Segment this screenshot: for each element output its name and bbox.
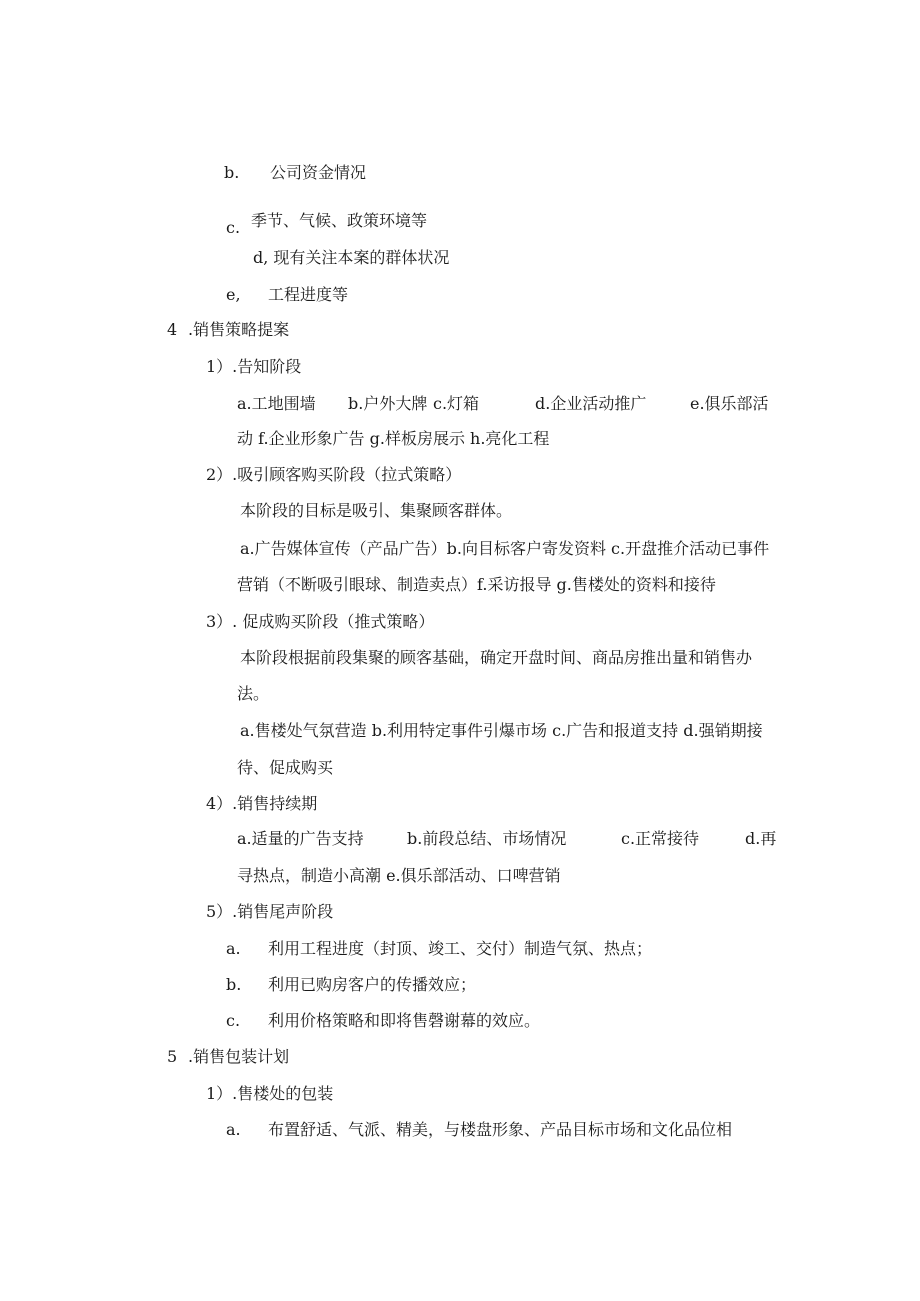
phase-3-desc-2: 法。 (237, 684, 270, 703)
phase-5-item-c-text: 利用价格策略和即将售磬谢幕的效应。 (268, 1011, 541, 1030)
phase-5-item-a-text: 利用工程进度（封顶、竣工、交付）制造气氛、热点； (268, 939, 653, 958)
phase-4-continuation: 寻热点，制造小高潮 e.俱乐部活动、口啤营销 (237, 866, 561, 885)
phase-4-item-d: d.再 (745, 829, 777, 848)
item-b-text: 公司资金情况 (270, 163, 367, 182)
phase-5-item-a-marker: a. (226, 939, 241, 958)
section-5-title: .销售包装计划 (188, 1047, 290, 1066)
packaging-1-title: 1）.售楼处的包装 (206, 1084, 334, 1103)
phase-3-line-2: 待、促成购买 (237, 758, 334, 777)
phase-4-item-c: c.正常接待 (621, 829, 700, 848)
phase-5-item-c-marker: c. (226, 1011, 241, 1030)
phase-1-continuation: 动 f.企业形象广告 g.样板房展示 h.亮化工程 (237, 429, 550, 448)
packaging-1-item-a-marker: a. (226, 1120, 241, 1139)
phase-1-item-a: a.工地围墙 (237, 394, 316, 413)
phase-5-item-b-text: 利用已购房客户的传播效应； (268, 975, 477, 994)
phase-1-item-d: d.企业活动推广 (535, 394, 647, 413)
phase-5-item-b-marker: b. (226, 975, 242, 994)
section-4-number: 4 (167, 320, 178, 339)
phase-4-item-a: a.适量的广告支持 (237, 829, 364, 848)
phase-3-title: 3）. 促成购买阶段（推式策略） (206, 612, 435, 631)
phase-2-line-1: a.广告媒体宣传（产品广告）b.向目标客户寄发资料 c.开盘推介活动已事件 (240, 539, 770, 558)
phase-1-item-b: b.户外大牌 (348, 394, 428, 413)
item-e-marker: e, (226, 285, 241, 304)
item-b-marker: b. (224, 163, 240, 182)
phase-2-line-2: 营销（不断吸引眼球、制造卖点）f.采访报导 g.售楼处的资料和接待 (237, 575, 716, 594)
item-c-text: 季节、气候、政策环境等 (251, 211, 428, 230)
section-4-title: .销售策略提案 (188, 320, 290, 339)
phase-3-desc-1: 本阶段根据前段集聚的顾客基础，确定开盘时间、商品房推出量和销售办 (240, 648, 753, 667)
item-c-marker: c. (226, 218, 241, 237)
item-e-text: 工程进度等 (268, 285, 349, 304)
phase-3-line-1: a.售楼处气氛营造 b.利用特定事件引爆市场 c.广告和报道支持 d.强销期接 (240, 721, 763, 740)
phase-2-goal: 本阶段的目标是吸引、集聚顾客群体。 (240, 501, 513, 520)
phase-4-item-b: b.前段总结、市场情况 (407, 829, 567, 848)
phase-4-title: 4）.销售持续期 (206, 794, 318, 813)
phase-2-title: 2）.吸引顾客购买阶段（拉式策略） (206, 465, 462, 484)
phase-1-item-c: c.灯箱 (433, 394, 480, 413)
item-d-text: d, 现有关注本案的群体状况 (253, 248, 450, 267)
packaging-1-item-a-text: 布置舒适、气派、精美，与楼盘形象、产品目标市场和文化品位相 (268, 1120, 733, 1139)
phase-1-item-e: e.俱乐部活 (690, 394, 769, 413)
phase-5-title: 5）.销售尾声阶段 (206, 902, 334, 921)
section-5-number: 5 (167, 1047, 178, 1066)
phase-1-title: 1）.告知阶段 (206, 357, 302, 376)
